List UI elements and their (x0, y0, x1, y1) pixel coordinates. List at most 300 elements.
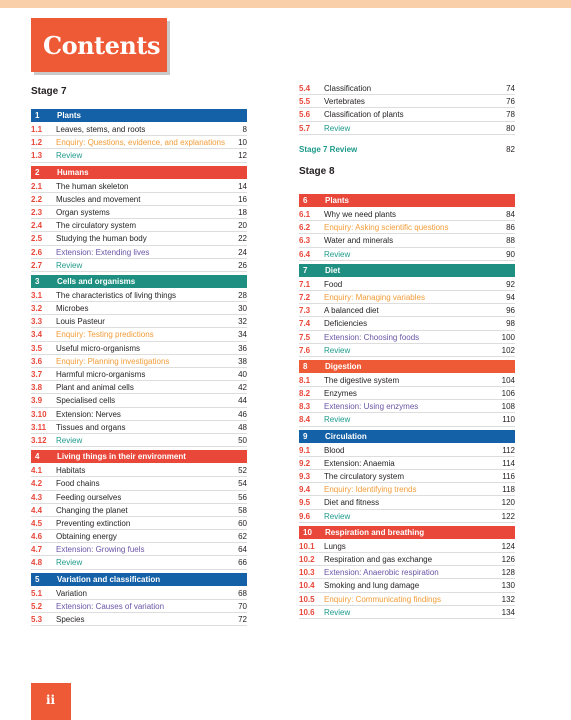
entry-title: Extension: Causes of variation (56, 601, 165, 611)
entry-number: 7.5 (299, 332, 311, 342)
entry-page: 108 (501, 402, 515, 412)
entry-page: 26 (238, 260, 247, 270)
entry-title: Review (56, 260, 83, 270)
entry-title: Louis Pasteur (56, 317, 105, 327)
entry-number: 4.5 (31, 518, 43, 528)
entry-number: 2.7 (31, 260, 43, 270)
entry-number: 10.6 (299, 607, 315, 617)
entry-number: 3.10 (31, 409, 47, 419)
entry-number: 9.4 (299, 485, 311, 495)
row-divider (31, 162, 247, 163)
entry-number: 3.11 (31, 422, 47, 432)
row-divider (31, 569, 247, 570)
toc-entry[interactable] (31, 149, 247, 162)
entry-page: 66 (238, 558, 247, 568)
entry-number: 3.9 (31, 396, 43, 406)
toc-entry[interactable] (31, 368, 247, 381)
entry-page: 70 (238, 601, 247, 611)
entry-page: 92 (506, 279, 515, 289)
entry-title: Enquiry: Managing variables (324, 292, 425, 302)
entry-page: 8 (242, 125, 247, 134)
entry-number: 2.4 (31, 221, 43, 231)
entry-title: Review (324, 511, 351, 521)
entry-page: 112 (502, 445, 515, 455)
unit-header[interactable] (299, 360, 515, 373)
toc-entry[interactable] (31, 556, 247, 569)
entry-page: 32 (238, 317, 247, 327)
entry-title: Extension: Choosing foods (324, 332, 420, 342)
toc-entry[interactable] (31, 219, 247, 232)
entry-number: 3.7 (31, 370, 43, 379)
unit-header[interactable] (299, 526, 515, 539)
entry-number: 3.5 (31, 343, 43, 353)
toc-entry[interactable] (299, 374, 515, 387)
unit-title: Circulation (325, 431, 367, 441)
row-divider (299, 356, 515, 357)
entry-number: 5.7 (299, 123, 311, 133)
entry-title: Review (56, 435, 83, 445)
entry-title: Blood (324, 445, 345, 455)
entry-title: Extension: Using enzymes (324, 402, 419, 412)
entry-number: 2.6 (31, 247, 43, 257)
entry-page: 14 (238, 181, 247, 191)
toc-entry[interactable] (31, 394, 247, 407)
entry-title: Feeding ourselves (56, 492, 122, 502)
unit-number: 3 (35, 276, 40, 286)
toc-column-left (31, 106, 247, 626)
entry-number: 7.6 (299, 345, 311, 355)
entry-number: 4.1 (31, 466, 43, 476)
toc-entry[interactable] (31, 355, 247, 368)
unit-title: Humans (57, 167, 89, 177)
entry-page: 134 (501, 607, 515, 617)
entry-title: The circulatory system (324, 472, 405, 481)
entry-number: 5.4 (299, 84, 311, 93)
entry-page: 24 (238, 247, 247, 257)
toc-entry[interactable] (31, 315, 247, 328)
entry-title: Obtaining energy (56, 532, 117, 542)
unit-title: Living things in their environment (57, 452, 186, 462)
toc-entry[interactable] (31, 123, 247, 136)
entry-number: 10.1 (299, 541, 315, 551)
toc-entry[interactable] (299, 496, 515, 509)
toc-entry[interactable] (31, 232, 247, 245)
entry-number: 7.1 (299, 279, 311, 289)
toc-entry[interactable] (31, 328, 247, 341)
entry-number: 9.6 (299, 511, 311, 521)
entry-page: 76 (506, 97, 515, 107)
entry-number: 8.2 (299, 389, 311, 399)
entry-title: Changing the planet (56, 505, 128, 515)
entry-title: Classification of plants (324, 110, 404, 120)
entry-number: 4.7 (31, 545, 43, 555)
toc-entry[interactable] (299, 278, 515, 291)
toc-entry[interactable] (299, 304, 515, 317)
entry-title: Organ systems (56, 207, 110, 217)
row-divider (299, 426, 515, 427)
toc-entry[interactable] (299, 387, 515, 400)
contents-title-block (31, 18, 167, 72)
entry-number: 3.6 (31, 356, 43, 366)
entry-title: Enquiry: Communicating findings (324, 594, 441, 604)
entry-page: 84 (506, 210, 515, 219)
entry-page: 28 (238, 290, 247, 300)
entry-title: Review (324, 415, 351, 425)
entry-page: 118 (502, 485, 515, 495)
entry-page: 106 (501, 389, 515, 399)
entry-number: 6.2 (299, 223, 311, 233)
toc-entry[interactable] (31, 136, 247, 149)
entry-title: Review (324, 123, 351, 133)
entry-page: 46 (238, 409, 247, 419)
entry-title: Enquiry: Asking scientific questions (324, 223, 449, 233)
entry-title: Extension: Anaemia (324, 458, 395, 468)
toc-entry[interactable] (299, 208, 515, 221)
entry-number: 9.5 (299, 498, 311, 508)
entry-page: 86 (506, 223, 515, 233)
toc-entry[interactable] (31, 259, 247, 272)
entry-title: Useful micro-organisms (56, 343, 141, 353)
entry-title: Variation (56, 588, 87, 598)
toc-entry[interactable] (299, 95, 515, 108)
entry-number: 3.12 (31, 435, 47, 445)
entry-title: Diet and fitness (324, 498, 380, 508)
entry-number: 4.8 (31, 558, 43, 568)
entry-number: 8.1 (299, 375, 311, 385)
toc-entry[interactable] (299, 483, 515, 496)
toc-entry[interactable] (31, 421, 247, 434)
toc-entry[interactable] (31, 206, 247, 219)
top-band (0, 0, 571, 8)
entry-title: The digestive system (324, 375, 400, 385)
unit-title: Plants (325, 196, 350, 205)
toc-entry[interactable] (299, 413, 515, 426)
unit-number: 7 (303, 265, 308, 275)
entry-page: 54 (238, 479, 247, 489)
toc-entry[interactable] (299, 122, 515, 135)
entry-number: 10.3 (299, 568, 315, 578)
entry-title: Harmful micro-organisms (56, 370, 146, 379)
entry-page: 78 (506, 110, 515, 120)
toc-entry[interactable] (31, 530, 247, 543)
entry-title: Muscles and movement (56, 194, 141, 204)
toc-entry[interactable] (299, 331, 515, 344)
unit-number: 10 (303, 527, 312, 537)
entry-page: 48 (238, 422, 247, 432)
entry-page: 124 (501, 541, 515, 551)
toc-entry[interactable] (31, 600, 247, 613)
entry-page: 88 (506, 236, 515, 246)
entry-page: 90 (506, 249, 515, 259)
toc-entry[interactable] (31, 289, 247, 302)
row-divider (299, 134, 515, 135)
unit-title: Variation and classification (57, 574, 161, 584)
entry-number: 7.3 (299, 306, 311, 316)
entry-title: Extension: Growing fuels (56, 545, 145, 555)
toc-entry[interactable] (299, 234, 515, 247)
toc-entry[interactable] (299, 400, 515, 413)
toc-entry[interactable] (31, 517, 247, 530)
entry-title: Review (56, 558, 83, 568)
unit-header[interactable] (31, 109, 247, 122)
entry-page: 30 (238, 304, 247, 314)
stage7-review-entry[interactable] (299, 143, 515, 156)
toc-entry[interactable] (31, 491, 247, 504)
entry-title: Review (324, 249, 351, 259)
entry-number: 2.2 (31, 194, 43, 204)
entry-title: Classification (324, 84, 372, 93)
unit-number: 9 (303, 431, 308, 441)
toc-entry[interactable] (299, 444, 515, 457)
entry-page: 42 (238, 383, 247, 393)
entry-number: 4.2 (31, 479, 43, 489)
entry-number: 5.5 (299, 97, 311, 107)
toc-entry[interactable] (31, 408, 247, 421)
toc-entry[interactable] (31, 587, 247, 600)
toc-entry[interactable] (299, 344, 515, 357)
entry-title: Studying the human body (56, 234, 147, 244)
entry-page: 38 (238, 356, 247, 366)
entry-page: 52 (238, 466, 247, 476)
entry-page: 10 (238, 138, 247, 148)
row-divider (299, 260, 515, 261)
entry-page: 44 (238, 396, 247, 406)
entry-title: Enquiry: Questions, evidence, and explanations (56, 138, 225, 148)
entry-page: 72 (238, 615, 247, 624)
toc-entry[interactable] (31, 381, 247, 394)
entry-page: 74 (506, 84, 515, 93)
entry-page: 96 (506, 306, 515, 316)
entry-number: 1.1 (31, 125, 43, 134)
toc-column-right (299, 191, 515, 619)
entry-page: 122 (501, 511, 515, 521)
stage-review-title: Stage 7 Review (299, 144, 358, 154)
entry-title: Enquiry: Testing predictions (56, 330, 154, 340)
entry-number: 5.1 (31, 588, 43, 598)
entry-page: 50 (238, 435, 247, 445)
toc-entry[interactable] (299, 566, 515, 579)
stage-review-page: 82 (506, 144, 515, 154)
unit-header[interactable] (299, 194, 515, 207)
entry-number: 3.8 (31, 383, 43, 393)
toc-entry[interactable] (31, 504, 247, 517)
toc-entry[interactable] (299, 593, 515, 606)
toc-entry[interactable] (299, 248, 515, 261)
entry-number: 5.2 (31, 601, 43, 611)
entry-page: 20 (238, 221, 247, 231)
unit-header[interactable] (31, 166, 247, 179)
entry-number: 9.1 (299, 445, 311, 455)
entry-title: Why we need plants (324, 210, 397, 219)
entry-title: Deficiencies (324, 319, 368, 329)
entry-number: 7.2 (299, 292, 311, 302)
entry-page: 98 (506, 319, 515, 329)
entry-title: Specialised cells (56, 396, 116, 406)
unit-header[interactable] (299, 264, 515, 277)
entry-page: 80 (506, 123, 515, 133)
unit-title: Digestion (325, 361, 362, 371)
entry-title: Extension: Nerves (56, 409, 121, 419)
entry-number: 1.2 (31, 138, 43, 148)
entry-title: Smoking and lung damage (324, 581, 420, 591)
entry-page: 36 (238, 343, 247, 353)
entry-page: 120 (501, 498, 515, 508)
unit-header[interactable] (31, 450, 247, 463)
stage7-heading: Stage 7 (31, 86, 67, 97)
entry-page: 114 (502, 458, 515, 468)
entry-page: 104 (501, 375, 515, 385)
unit-number: 2 (35, 167, 40, 177)
toc-entry[interactable] (299, 457, 515, 470)
row-divider (31, 625, 247, 626)
toc-entry[interactable] (299, 553, 515, 566)
toc-entry[interactable] (31, 543, 247, 556)
toc-column-right-top (299, 82, 515, 156)
spacer (299, 135, 515, 143)
entry-title: A balanced diet (324, 306, 379, 316)
entry-title: Food chains (56, 479, 100, 489)
unit-title: Plants (57, 111, 82, 120)
unit-header[interactable] (299, 430, 515, 443)
entry-number: 8.3 (299, 402, 311, 412)
entry-title: Enquiry: Identifying trends (324, 485, 417, 495)
entry-title: Review (324, 607, 351, 617)
entry-title: The characteristics of living things (56, 290, 177, 300)
toc-entry[interactable] (299, 317, 515, 330)
entry-number: 1.3 (31, 151, 43, 161)
entry-number: 6.4 (299, 249, 311, 259)
row-divider (31, 446, 247, 447)
toc-entry[interactable] (31, 613, 247, 626)
unit-number: 4 (35, 452, 40, 462)
entry-number: 4.4 (31, 505, 43, 515)
toc-entry[interactable] (299, 82, 515, 95)
entry-title: Review (56, 151, 83, 161)
toc-entry[interactable] (299, 540, 515, 553)
entry-number: 6.3 (299, 236, 311, 246)
toc-entry[interactable] (31, 246, 247, 259)
entry-number: 2.1 (31, 181, 43, 191)
toc-entry[interactable] (31, 342, 247, 355)
entry-page: 110 (502, 415, 515, 425)
stage8-heading: Stage 8 (299, 166, 335, 177)
entry-number: 9.2 (299, 458, 311, 468)
toc-entry[interactable] (299, 291, 515, 304)
entry-title: Species (56, 615, 85, 624)
entry-page: 22 (238, 234, 247, 244)
unit-title: Cells and organisms (57, 276, 136, 286)
entry-page: 16 (238, 194, 247, 204)
toc-entry[interactable] (31, 302, 247, 315)
entry-title: Lungs (324, 541, 346, 551)
entry-number: 6.1 (299, 210, 311, 219)
entry-page: 94 (506, 292, 515, 302)
entry-page: 116 (502, 472, 515, 481)
row-divider (299, 618, 515, 619)
entry-page: 64 (238, 545, 247, 555)
toc-entry[interactable] (31, 434, 247, 447)
toc-entry[interactable] (31, 464, 247, 477)
toc-entry[interactable] (299, 579, 515, 592)
entry-page: 100 (501, 332, 515, 342)
entry-title: Tissues and organs (56, 422, 126, 432)
entry-title: Food (324, 279, 343, 289)
entry-title: Review (324, 345, 351, 355)
entry-number: 8.4 (299, 415, 311, 425)
toc-entry[interactable] (31, 180, 247, 193)
toc-entry[interactable] (31, 193, 247, 206)
unit-title: Diet (325, 265, 341, 275)
entry-page: 128 (501, 568, 515, 578)
toc-entry[interactable] (299, 510, 515, 523)
entry-number: 4.6 (31, 532, 43, 542)
toc-entry[interactable] (299, 108, 515, 121)
entry-number: 3.2 (31, 304, 43, 314)
unit-number: 6 (303, 196, 308, 205)
toc-entry[interactable] (299, 221, 515, 234)
entry-page: 18 (238, 207, 247, 217)
entry-page: 56 (238, 492, 247, 502)
page-title: Contents (43, 31, 160, 60)
unit-header[interactable] (31, 275, 247, 288)
unit-number: 5 (35, 574, 40, 584)
page-number: ii (46, 693, 56, 707)
entry-title: The circulatory system (56, 221, 137, 231)
entry-page: 62 (238, 532, 247, 542)
toc-entry[interactable] (299, 606, 515, 619)
row-divider (31, 271, 247, 272)
entry-number: 10.5 (299, 594, 315, 604)
entry-title: Plant and animal cells (56, 383, 134, 393)
entry-page: 130 (501, 581, 515, 591)
row-divider (299, 522, 515, 523)
entry-title: Extension: Extending lives (56, 247, 150, 257)
entry-title: Preventing extinction (56, 518, 131, 528)
toc-entry[interactable] (31, 477, 247, 490)
entry-page: 12 (238, 151, 247, 161)
entry-title: Extension: Anaerobic respiration (324, 568, 439, 578)
entry-title: Microbes (56, 304, 89, 314)
entry-number: 4.3 (31, 492, 43, 502)
entry-page: 40 (238, 370, 247, 379)
unit-title: Respiration and breathing (325, 527, 425, 537)
entry-title: Habitats (56, 466, 86, 476)
unit-number: 1 (35, 111, 40, 120)
entry-title: Water and minerals (324, 236, 394, 246)
entry-number: 9.3 (299, 472, 311, 481)
entry-page: 60 (238, 518, 247, 528)
unit-header[interactable] (31, 573, 247, 586)
entry-page: 126 (501, 554, 515, 564)
entry-title: Leaves, stems, and roots (56, 125, 146, 134)
entry-number: 2.3 (31, 207, 43, 217)
page-number-tab (31, 683, 71, 720)
entry-title: Enquiry: Planning investigations (56, 356, 170, 366)
toc-entry[interactable] (299, 470, 515, 483)
entry-number: 3.3 (31, 317, 43, 327)
entry-title: Respiration and gas exchange (324, 554, 433, 564)
entry-number: 5.6 (299, 110, 311, 120)
entry-title: Vertebrates (324, 97, 365, 107)
entry-page: 102 (501, 345, 515, 355)
entry-title: The human skeleton (56, 181, 129, 191)
entry-page: 68 (238, 588, 247, 598)
entry-title: Enzymes (324, 389, 357, 399)
entry-page: 58 (238, 505, 247, 515)
entry-number: 7.4 (299, 319, 311, 329)
entry-page: 34 (238, 330, 247, 340)
entry-number: 3.1 (31, 290, 43, 300)
